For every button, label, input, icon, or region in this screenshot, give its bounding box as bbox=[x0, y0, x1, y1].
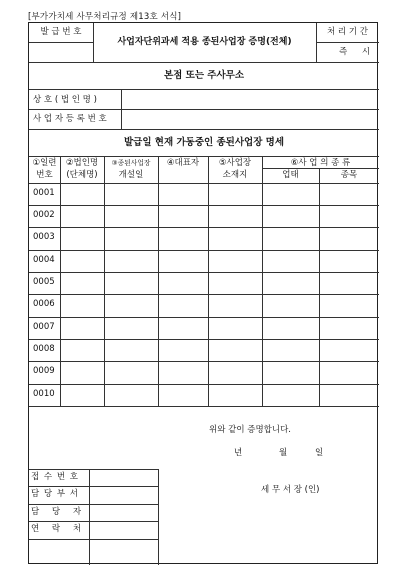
processing-period-value: 즉 시 bbox=[339, 47, 377, 57]
issue-number-label: 발 급 번 호 bbox=[40, 27, 82, 37]
rule bbox=[29, 205, 379, 206]
officer-label: 담 당 자 bbox=[31, 507, 87, 517]
rule bbox=[158, 469, 159, 565]
rule bbox=[316, 42, 379, 43]
row-serial: 0009 bbox=[33, 366, 55, 376]
col-business-type-group: ⑥사 업 의 종 류 bbox=[290, 158, 351, 168]
rule bbox=[158, 156, 159, 406]
rule bbox=[262, 168, 379, 169]
col-opening-date: ③종된사업장 bbox=[111, 159, 151, 167]
rule bbox=[121, 89, 122, 129]
rule bbox=[29, 384, 379, 385]
col-corporate-name: (단체명) bbox=[66, 170, 98, 180]
rule bbox=[29, 539, 158, 540]
business-regno-label: 사 업 자 등 록 번 호 bbox=[33, 114, 107, 124]
row-serial: 0004 bbox=[33, 255, 55, 265]
rule bbox=[29, 156, 379, 157]
row-serial: 0005 bbox=[33, 277, 55, 287]
row-serial: 0008 bbox=[33, 344, 55, 354]
row-serial: 0001 bbox=[33, 188, 55, 198]
row-serial: 0003 bbox=[33, 232, 55, 242]
rule bbox=[29, 272, 379, 273]
rule bbox=[29, 62, 379, 63]
row-serial: 0007 bbox=[33, 322, 55, 332]
col-business-address: ⑤사업장 bbox=[218, 158, 252, 168]
tax-office-head: 세 무 서 장 (인) bbox=[261, 485, 320, 495]
rule bbox=[319, 168, 320, 406]
date-year-label: 년 bbox=[234, 448, 243, 458]
col-representative: ④대표자 bbox=[166, 158, 200, 168]
rule bbox=[29, 361, 379, 362]
rule bbox=[29, 486, 158, 487]
rule bbox=[29, 109, 379, 110]
col-business-address: 소재지 bbox=[222, 170, 248, 180]
branch-list-title: 발급일 현재 가동중인 종된사업장 명세 bbox=[123, 137, 285, 148]
rule bbox=[29, 129, 379, 130]
rule bbox=[29, 183, 379, 184]
processing-period-label: 처 리 기 간 bbox=[327, 27, 368, 37]
col-serial-number: 번호 bbox=[36, 170, 53, 180]
date-day-label: 일 bbox=[315, 448, 324, 458]
rule bbox=[29, 250, 379, 251]
rule bbox=[29, 89, 379, 90]
row-serial: 0010 bbox=[33, 389, 55, 399]
col-serial-number: ①일련 bbox=[32, 158, 57, 168]
rule bbox=[29, 294, 379, 295]
rule bbox=[262, 156, 263, 406]
certification-statement: 위와 같이 증명합니다. bbox=[209, 425, 292, 435]
department-label: 담 당 부 서 bbox=[31, 489, 79, 499]
date-month-label: 월 bbox=[279, 448, 288, 458]
rule bbox=[29, 469, 158, 470]
corporate-name-label: 상 호 ( 법 인 명 ) bbox=[33, 95, 97, 105]
rule bbox=[104, 156, 105, 406]
rule bbox=[29, 317, 379, 318]
rule bbox=[60, 156, 61, 406]
rule bbox=[29, 406, 379, 407]
rule bbox=[89, 469, 90, 565]
col-business-item: 종목 bbox=[340, 170, 358, 180]
rule bbox=[29, 339, 379, 340]
rule bbox=[29, 227, 379, 228]
form-caption: [부가가치세 사무처리규정 제13호 서식] bbox=[28, 12, 182, 22]
rule bbox=[29, 504, 158, 505]
rule bbox=[29, 521, 158, 522]
col-corporate-name: ②법인명 bbox=[65, 158, 99, 168]
certificate-form bbox=[28, 22, 378, 564]
col-opening-date: 개설일 bbox=[118, 170, 144, 180]
rule bbox=[29, 42, 93, 43]
col-business-category: 업태 bbox=[282, 170, 299, 180]
contact-label: 연 락 처 bbox=[31, 524, 87, 534]
row-serial: 0006 bbox=[33, 299, 55, 309]
receipt-number-label: 접 수 번 호 bbox=[31, 472, 79, 482]
row-serial: 0002 bbox=[33, 210, 55, 220]
head-office-title: 본점 또는 주사무소 bbox=[163, 70, 245, 81]
rule bbox=[208, 156, 209, 406]
form-title: 사업자단위과세 적용 종된사업장 증명(전체) bbox=[117, 37, 292, 47]
